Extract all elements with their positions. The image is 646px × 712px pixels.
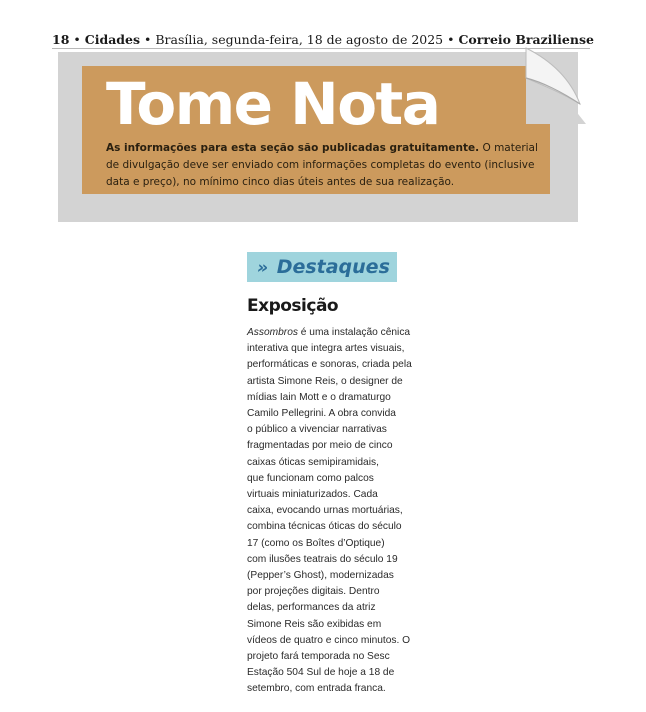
article-line: interativa que integra artes visuais, [247,343,405,355]
section-tag-destaques [247,252,397,282]
article-line: projeto fará temporada no Sesc [247,651,390,663]
folio-bullet: • [73,32,85,47]
article-line: caixas óticas semipiramidais, [247,456,379,468]
page-folio [52,32,594,47]
work-title: Assombros [247,327,298,338]
banner-title: Tome Nota [106,70,440,138]
section-tag-label: Destaques [276,256,390,278]
article-line: com ilusões teatrais do século 19 [247,553,398,565]
page-number: 18 [52,32,70,47]
article-line: caixa, evocando urnas mortuárias, [247,505,403,517]
article-line: setembro, com entrada franca. [247,683,386,695]
article-line: combina técnicas óticas do século [247,521,402,533]
article-line: por projeções digitais. Dentro [247,586,380,598]
page-curl-icon [520,44,588,128]
article-line: delas, performances da atriz [247,602,376,614]
article-line: artista Simone Reis, o designer de [247,375,403,387]
dateline: Brasília, segunda-feira, 18 de agosto de 2025 [155,32,444,47]
tome-nota-banner [82,66,550,194]
article-line: Simone Reis são exibidas em [247,618,382,630]
article-line: performáticas e sonoras, criada pela [247,359,412,371]
header-rule [52,48,590,49]
article-line: vídeos de quatro e cinco minutos. O [247,634,411,646]
banner-intro [106,140,546,191]
article-line: Assombros é uma instalação cênica [247,327,411,338]
section-name: Cidades [84,32,141,47]
article-body [247,325,417,698]
article-line: virtuais miniaturizados. Cada [247,489,378,501]
article-line: o público a vivenciar narrativas [247,424,387,436]
publication-name: Correio Braziliense [458,32,594,47]
banner-intro-bold: As informações para esta seção são publicadas gratuitamente. [106,142,480,154]
article-line: mídias Iain Mott e o dramaturgo [247,391,391,403]
folio-bullet: • [447,32,459,47]
banner-intro-rest: O material de divulgação deve ser enviado com informações completas do evento (inclusive data e preço), no mínimo cinco dias úteis antes de sua realização. [106,142,538,188]
article-line: Estação 504 Sul de hoje a 18 de [247,667,395,679]
folio-bullet: • [144,32,156,47]
article-line: que funcionam como palcos [247,472,374,484]
article-line: Camilo Pellegrini. A obra convida [247,408,396,420]
article-line: (Pepper’s Ghost), modernizadas [247,570,394,582]
article-line: fragmentadas por meio de cinco [247,440,393,452]
chevron-right-icon: » [257,258,269,278]
article-line: 17 (como os Boîtes d’Optique) [247,537,385,549]
article-title: Exposição [247,296,339,316]
